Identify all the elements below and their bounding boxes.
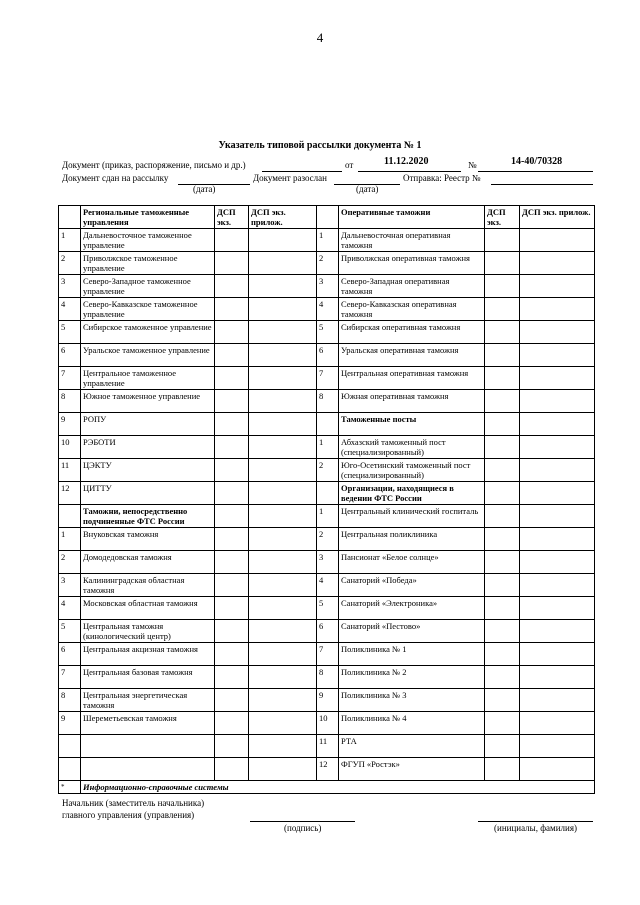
- signer-position-line1: Начальник (заместитель начальника): [62, 798, 205, 808]
- left-dsp-pril-cell: [249, 712, 317, 735]
- document-title: Указатель типовой рассылки документа № 1: [218, 140, 422, 151]
- right-org-name: Пансионат «Белое солнце»: [339, 551, 485, 574]
- right-row-number: 7: [317, 643, 339, 666]
- right-row-number: 9: [317, 689, 339, 712]
- left-dsp-pril-cell: [249, 643, 317, 666]
- footer-mark: *: [59, 781, 81, 794]
- left-row-number: 1: [59, 528, 81, 551]
- right-dsp-cell: [485, 643, 520, 666]
- left-row-number: 6: [59, 344, 81, 367]
- right-dsp-pril-cell: [520, 551, 595, 574]
- right-org-name: Санаторий «Электроника»: [339, 597, 485, 620]
- left-org-name: Центральная базовая таможня: [81, 666, 215, 689]
- right-dsp-cell: [485, 344, 520, 367]
- right-org-name: Приволжская оперативная таможня: [339, 252, 485, 275]
- document-number: 14-40/70328: [511, 156, 563, 167]
- right-row-number: 5: [317, 597, 339, 620]
- right-dsp-cell: [485, 758, 520, 781]
- left-org-name: Внуковская таможня: [81, 528, 215, 551]
- table-row: [59, 367, 595, 390]
- left-org-name: ЦЭКТУ: [81, 459, 215, 482]
- left-dsp-pril-cell: [249, 252, 317, 275]
- left-org-name: Сибирское таможенное управление: [81, 321, 215, 344]
- table-row: [59, 390, 595, 413]
- right-dsp-cell: [485, 574, 520, 597]
- left-dsp-pril-cell: [249, 620, 317, 643]
- left-dsp-cell: [215, 597, 249, 620]
- left-dsp-cell: [215, 528, 249, 551]
- left-row-number: 7: [59, 367, 81, 390]
- right-dsp-pril-cell: [520, 436, 595, 459]
- left-dsp-cell: [215, 758, 249, 781]
- right-dsp-cell: [485, 597, 520, 620]
- right-dsp-cell: [485, 551, 520, 574]
- right-dsp-cell: [485, 459, 520, 482]
- left-org-name: Калининградская областная таможня: [81, 574, 215, 597]
- date-line: [358, 171, 461, 172]
- right-row-number: [317, 413, 339, 436]
- right-row-number: 4: [317, 574, 339, 597]
- right-row-number: 1: [317, 505, 339, 528]
- dispatch-label: Отправка: Реестр №: [403, 173, 481, 183]
- handed-date-caption: (дата): [193, 184, 216, 194]
- right-dsp-cell: [485, 229, 520, 252]
- right-dsp-cell: [485, 436, 520, 459]
- left-org-name: Северо-Кавказское таможенное управление: [81, 298, 215, 321]
- registry-line: [491, 184, 593, 185]
- right-org-name: Южная оперативная таможня: [339, 390, 485, 413]
- right-dsp-pril-cell: [520, 390, 595, 413]
- sent-label: Документ разослан: [253, 173, 327, 183]
- right-dsp-cell: [485, 252, 520, 275]
- left-org-name: Северо-Западное таможенное управление: [81, 275, 215, 298]
- left-dsp-pril-cell: [249, 597, 317, 620]
- left-dsp-pril-cell: [249, 459, 317, 482]
- table-row: [59, 505, 595, 528]
- right-dsp-cell: [485, 413, 520, 436]
- right-row-number: 8: [317, 390, 339, 413]
- left-org-name: Центральная энергетическая таможня: [81, 689, 215, 712]
- right-dsp-pril-cell: [520, 413, 595, 436]
- left-row-number: 5: [59, 321, 81, 344]
- right-dsp-header: ДСП экз.: [485, 206, 520, 229]
- left-dsp-cell: [215, 390, 249, 413]
- left-dsp-pril-cell: [249, 735, 317, 758]
- table-row: [59, 689, 595, 712]
- sent-date-caption: (дата): [356, 184, 379, 194]
- left-dsp-cell: [215, 344, 249, 367]
- left-dsp-cell: [215, 620, 249, 643]
- right-row-number: 3: [317, 551, 339, 574]
- right-org-name: Санаторий «Победа»: [339, 574, 485, 597]
- info-systems-label: Информационно-справочные системы: [81, 781, 595, 794]
- left-row-number: [59, 735, 81, 758]
- left-dsp-pril-cell: [249, 275, 317, 298]
- right-dsp-pril-cell: [520, 643, 595, 666]
- left-org-name: РЭБОТИ: [81, 436, 215, 459]
- left-dsp-cell: [215, 505, 249, 528]
- left-row-number: 2: [59, 551, 81, 574]
- right-dsp-cell: [485, 505, 520, 528]
- left-dsp-pril-cell: [249, 689, 317, 712]
- left-dsp-cell: [215, 413, 249, 436]
- right-org-name: Северо-Кавказская оперативная таможня: [339, 298, 485, 321]
- right-section-title: Оперативные таможни: [339, 206, 485, 229]
- right-org-name: Сибирская оперативная таможня: [339, 321, 485, 344]
- left-dsp-pril-cell: [249, 482, 317, 505]
- right-row-number: 7: [317, 367, 339, 390]
- right-dsp-pril-cell: [520, 344, 595, 367]
- right-dsp-pril-cell: [520, 689, 595, 712]
- table-row: [59, 321, 595, 344]
- left-dsp-cell: [215, 643, 249, 666]
- left-row-number: 12: [59, 482, 81, 505]
- left-dsp-cell: [215, 275, 249, 298]
- left-dsp-pril-cell: [249, 666, 317, 689]
- right-org-name: Юго-Осетинский таможенный пост (специализированный): [339, 459, 485, 482]
- left-org-name: Московская областная таможня: [81, 597, 215, 620]
- right-org-name: Организации, находящиеся в ведении ФТС России: [339, 482, 485, 505]
- right-dsp-pril-cell: [520, 298, 595, 321]
- left-dsp-cell: [215, 482, 249, 505]
- left-org-name: Центральная таможня (кинологический центр): [81, 620, 215, 643]
- table-row: [59, 344, 595, 367]
- table-row: [59, 413, 595, 436]
- left-row-number: 3: [59, 574, 81, 597]
- left-row-number: 6: [59, 643, 81, 666]
- right-org-name: РТА: [339, 735, 485, 758]
- left-org-name: Приволжское таможенное управление: [81, 252, 215, 275]
- document-date: 11.12.2020: [384, 156, 429, 167]
- right-row-number: 10: [317, 712, 339, 735]
- left-dsp-cell: [215, 298, 249, 321]
- name-caption: (инициалы, фамилия): [494, 823, 577, 833]
- left-row-number: 10: [59, 436, 81, 459]
- right-row-number: 2: [317, 459, 339, 482]
- right-org-name: Центральная поликлиника: [339, 528, 485, 551]
- left-dsp-cell: [215, 574, 249, 597]
- left-row-number: 9: [59, 712, 81, 735]
- footer-row: [59, 781, 595, 794]
- right-dsp-cell: [485, 275, 520, 298]
- right-row-number: 3: [317, 275, 339, 298]
- left-dsp-header: ДСП экз.: [215, 206, 249, 229]
- left-row-number: 11: [59, 459, 81, 482]
- right-dsp-pril-cell: [520, 482, 595, 505]
- right-dsp-pril-cell: [520, 735, 595, 758]
- right-dsp-pril-cell: [520, 712, 595, 735]
- left-dsp-pril-cell: [249, 390, 317, 413]
- right-row-number: [317, 482, 339, 505]
- left-dsp-pril-cell: [249, 758, 317, 781]
- right-dsp-pril-cell: [520, 459, 595, 482]
- handed-label: Документ сдан на рассылку: [62, 173, 169, 183]
- number-line: [478, 171, 593, 172]
- left-dsp-pril-cell: [249, 413, 317, 436]
- page-number: 4: [316, 30, 324, 45]
- left-row-number: 8: [59, 390, 81, 413]
- doc-type-label: Документ (приказ, распоряжение, письмо и др.): [62, 160, 246, 170]
- left-dsp-cell: [215, 689, 249, 712]
- left-dsp-pril-cell: [249, 229, 317, 252]
- table-row: [59, 620, 595, 643]
- right-dsp-cell: [485, 528, 520, 551]
- table-row: [59, 528, 595, 551]
- right-dsp-pril-cell: [520, 574, 595, 597]
- right-org-name: Поликлиника № 1: [339, 643, 485, 666]
- right-org-name: Поликлиника № 3: [339, 689, 485, 712]
- left-row-number: 2: [59, 252, 81, 275]
- left-dsp-pril-cell: [249, 528, 317, 551]
- left-dsp-pril-cell: [249, 505, 317, 528]
- left-dsp-cell: [215, 252, 249, 275]
- left-org-name: Центральная акцизная таможня: [81, 643, 215, 666]
- table-row: [59, 275, 595, 298]
- table-row: [59, 666, 595, 689]
- right-row-number: 4: [317, 298, 339, 321]
- right-org-name: Санаторий «Пестово»: [339, 620, 485, 643]
- right-dsp-cell: [485, 666, 520, 689]
- right-dsp-pril-cell: [520, 666, 595, 689]
- left-dsp-cell: [215, 712, 249, 735]
- table-row: [59, 597, 595, 620]
- left-dsp-pril-cell: [249, 436, 317, 459]
- right-row-number: 1: [317, 229, 339, 252]
- right-dsp-cell: [485, 689, 520, 712]
- left-row-number: 4: [59, 298, 81, 321]
- right-org-name: Уральская оперативная таможня: [339, 344, 485, 367]
- right-org-name: Поликлиника № 4: [339, 712, 485, 735]
- right-dsp-cell: [485, 735, 520, 758]
- left-dsp-pril-cell: [249, 551, 317, 574]
- right-dsp-pril-header: ДСП экз. прилож.: [520, 206, 595, 229]
- right-dsp-cell: [485, 321, 520, 344]
- left-dsp-pril-cell: [249, 298, 317, 321]
- right-row-number: 6: [317, 620, 339, 643]
- table-row: [59, 758, 595, 781]
- right-dsp-cell: [485, 620, 520, 643]
- right-org-name: Центральная оперативная таможня: [339, 367, 485, 390]
- table-row: [59, 482, 595, 505]
- right-org-name: Центральный клинический госпиталь: [339, 505, 485, 528]
- right-org-name: Поликлиника № 2: [339, 666, 485, 689]
- doc-type-line: [262, 171, 342, 172]
- right-row-number: 2: [317, 528, 339, 551]
- right-dsp-cell: [485, 298, 520, 321]
- right-dsp-pril-cell: [520, 275, 595, 298]
- right-org-name: ФГУП «Ростэк»: [339, 758, 485, 781]
- left-row-number: [59, 505, 81, 528]
- right-dsp-pril-cell: [520, 620, 595, 643]
- right-dsp-pril-cell: [520, 229, 595, 252]
- table-row: [59, 459, 595, 482]
- right-row-number: 11: [317, 735, 339, 758]
- table-row: [59, 712, 595, 735]
- table-row: [59, 643, 595, 666]
- right-row-number: 2: [317, 252, 339, 275]
- left-dsp-cell: [215, 229, 249, 252]
- left-org-name: [81, 735, 215, 758]
- right-dsp-cell: [485, 712, 520, 735]
- left-org-name: Домодедовская таможня: [81, 551, 215, 574]
- left-row-number: 1: [59, 229, 81, 252]
- signature-caption: (подпись): [284, 823, 322, 833]
- table-row: [59, 436, 595, 459]
- left-row-number: 4: [59, 597, 81, 620]
- left-org-name: Центральное таможенное управление: [81, 367, 215, 390]
- left-dsp-pril-cell: [249, 574, 317, 597]
- left-row-number: 3: [59, 275, 81, 298]
- table-header-row: [59, 206, 595, 229]
- signer-position-line2: главного управления (управления): [62, 810, 195, 820]
- number-label: №: [468, 160, 477, 170]
- left-org-name: РОПУ: [81, 413, 215, 436]
- left-dsp-pril-cell: [249, 367, 317, 390]
- signature-line: [250, 821, 355, 822]
- left-dsp-cell: [215, 321, 249, 344]
- right-dsp-pril-cell: [520, 367, 595, 390]
- left-dsp-cell: [215, 551, 249, 574]
- name-line: [478, 821, 593, 822]
- left-org-name: [81, 758, 215, 781]
- from-label: от: [345, 160, 354, 170]
- right-row-number: 12: [317, 758, 339, 781]
- left-dsp-cell: [215, 436, 249, 459]
- table-row: [59, 574, 595, 597]
- left-org-name: Шереметьевская таможня: [81, 712, 215, 735]
- right-row-number: 6: [317, 344, 339, 367]
- right-org-name: Северо-Западная оперативная таможня: [339, 275, 485, 298]
- left-dsp-pril-cell: [249, 321, 317, 344]
- right-dsp-pril-cell: [520, 597, 595, 620]
- left-dsp-cell: [215, 459, 249, 482]
- right-dsp-pril-cell: [520, 528, 595, 551]
- left-dsp-cell: [215, 367, 249, 390]
- distribution-table: [58, 205, 595, 794]
- left-section-title: Региональные таможенные управления: [81, 206, 215, 229]
- right-org-name: Таможенные посты: [339, 413, 485, 436]
- table-row: [59, 229, 595, 252]
- left-dsp-cell: [215, 666, 249, 689]
- left-dsp-pril-cell: [249, 344, 317, 367]
- right-dsp-pril-cell: [520, 321, 595, 344]
- right-row-number: 5: [317, 321, 339, 344]
- left-org-name: ЦИТТУ: [81, 482, 215, 505]
- right-dsp-cell: [485, 367, 520, 390]
- right-dsp-pril-cell: [520, 758, 595, 781]
- right-dsp-pril-cell: [520, 252, 595, 275]
- table-row: [59, 252, 595, 275]
- right-org-name: Дальневосточная оперативная таможня: [339, 229, 485, 252]
- left-org-name: Дальневосточное таможенное управление: [81, 229, 215, 252]
- left-org-name: Таможни, непосредственно подчиненные ФТС России: [81, 505, 215, 528]
- left-row-number: 7: [59, 666, 81, 689]
- left-row-number: [59, 758, 81, 781]
- right-org-name: Абхазский таможенный пост (специализированный): [339, 436, 485, 459]
- left-dsp-pril-header: ДСП экз. прилож.: [249, 206, 317, 229]
- table-row: [59, 551, 595, 574]
- right-row-number: 8: [317, 666, 339, 689]
- left-dsp-cell: [215, 735, 249, 758]
- left-row-number: 9: [59, 413, 81, 436]
- right-dsp-pril-cell: [520, 505, 595, 528]
- table-row: [59, 735, 595, 758]
- right-row-number: 1: [317, 436, 339, 459]
- right-dsp-cell: [485, 390, 520, 413]
- right-dsp-cell: [485, 482, 520, 505]
- left-row-number: 5: [59, 620, 81, 643]
- left-row-number: 8: [59, 689, 81, 712]
- left-org-name: Южное таможенное управление: [81, 390, 215, 413]
- left-org-name: Уральское таможенное управление: [81, 344, 215, 367]
- table-row: [59, 298, 595, 321]
